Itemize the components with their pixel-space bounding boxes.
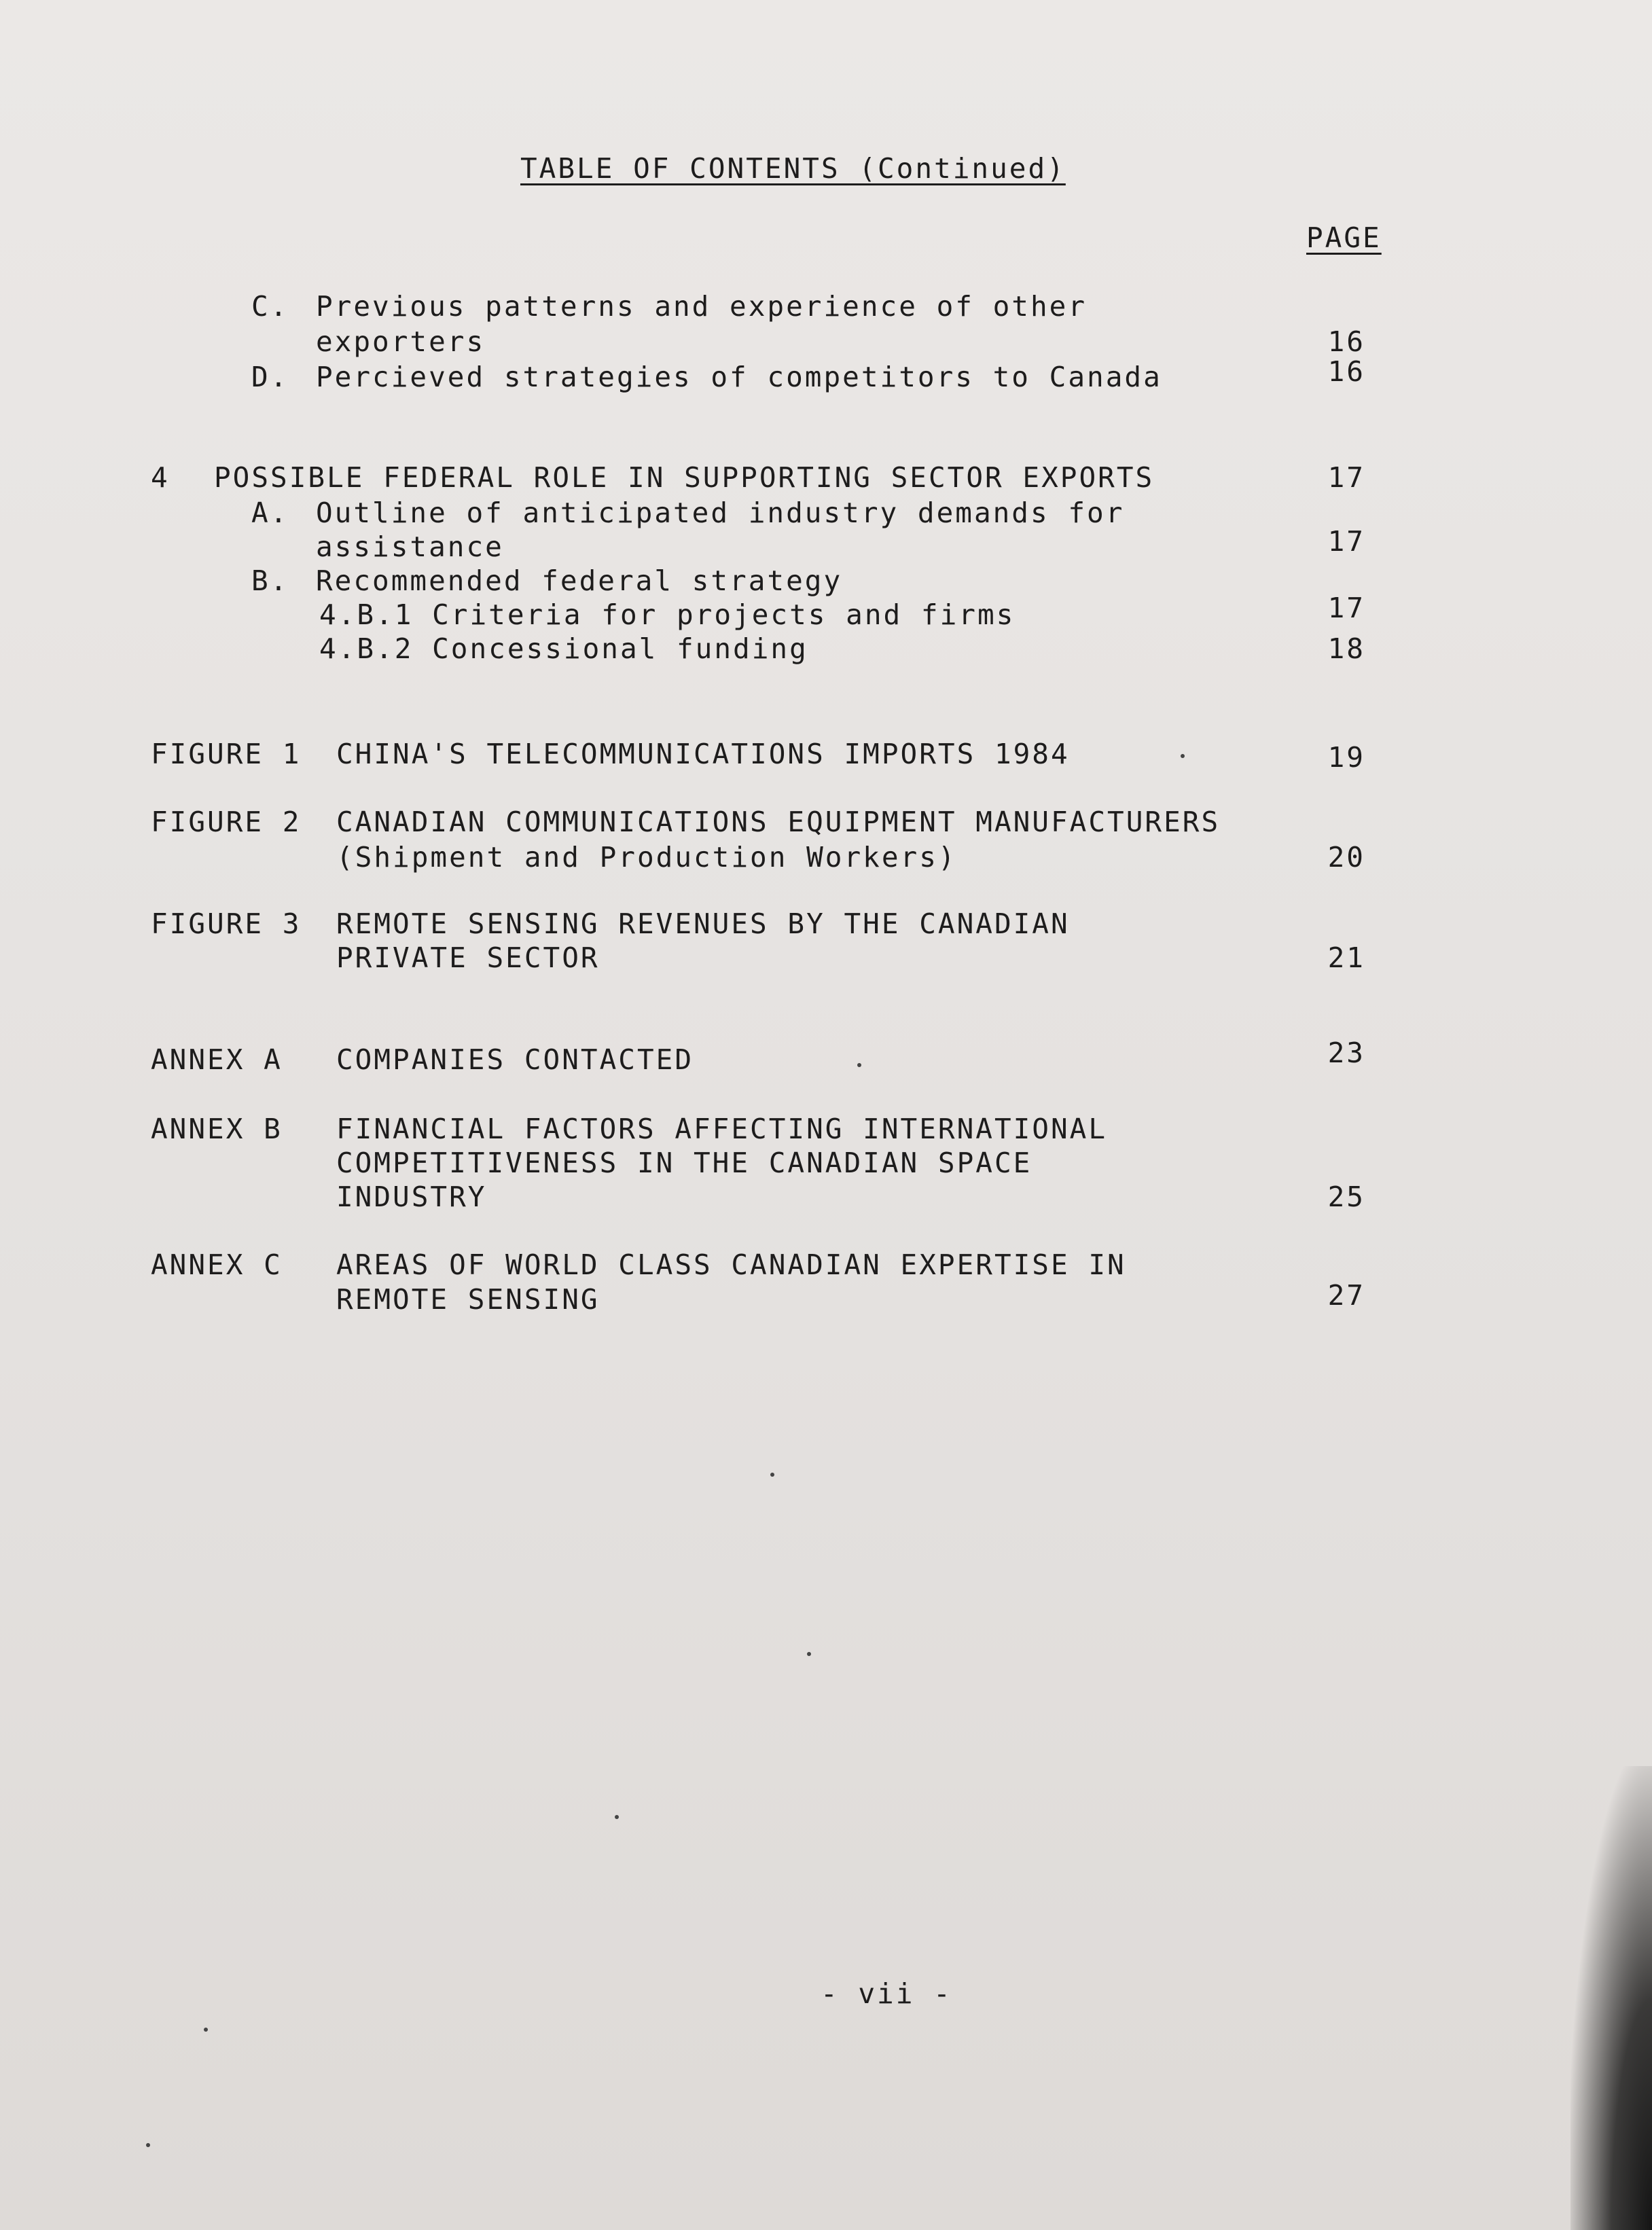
figure-2-line1: CANADIAN COMMUNICATIONS EQUIPMENT MANUFACTURERS bbox=[336, 806, 1221, 838]
annex-c-page: 27 bbox=[1327, 1279, 1365, 1312]
figure-2-page: 20 bbox=[1327, 841, 1365, 874]
figure-1-title: CHINA'S TELECOMMUNICATIONS IMPORTS 1984 bbox=[336, 738, 1070, 770]
figure-2-marker: FIGURE 2 bbox=[151, 806, 302, 838]
entry-c-line2: exporters bbox=[316, 325, 486, 358]
entry-4a-page: 17 bbox=[1327, 525, 1365, 558]
figure-2-line2: (Shipment and Production Workers) bbox=[336, 841, 957, 874]
figure-3-line2: PRIVATE SECTOR bbox=[336, 941, 600, 974]
entry-4a-line1: Outline of anticipated industry demands for bbox=[316, 497, 1125, 529]
section-4-marker: 4 bbox=[151, 461, 170, 494]
figure-1-page: 19 bbox=[1327, 741, 1365, 774]
entry-c-marker: C. bbox=[251, 290, 289, 323]
figure-3-page: 21 bbox=[1327, 941, 1365, 974]
annex-b-line1: FINANCIAL FACTORS AFFECTING INTERNATIONAL bbox=[336, 1113, 1108, 1145]
entry-4b-marker: B. bbox=[251, 564, 289, 597]
entry-c-page: 16 bbox=[1327, 325, 1365, 358]
stray-mark bbox=[1181, 754, 1185, 758]
page-footer-number: - vii - bbox=[821, 1977, 952, 2010]
show-through-text bbox=[149, 136, 1508, 2038]
entry-4b2-page: 18 bbox=[1327, 632, 1365, 665]
stray-mark bbox=[146, 2143, 150, 2147]
entry-4b-line1: Recommended federal strategy bbox=[316, 564, 843, 597]
entry-4b2-line1: 4.B.2 Concessional funding bbox=[319, 632, 808, 665]
entry-c-line1: Previous patterns and experience of other bbox=[316, 290, 1088, 323]
annex-b-line2: COMPETITIVENESS IN THE CANADIAN SPACE bbox=[336, 1147, 1032, 1179]
entry-4a-line2: assistance bbox=[316, 530, 504, 563]
entry-d-line1: Percieved strategies of competitors to Canada bbox=[316, 361, 1162, 393]
figure-3-marker: FIGURE 3 bbox=[151, 907, 302, 940]
entry-4b1-page: 17 bbox=[1327, 592, 1365, 624]
stray-mark bbox=[770, 1473, 774, 1477]
stray-mark bbox=[204, 2028, 208, 2032]
annex-b-marker: ANNEX B bbox=[151, 1113, 283, 1145]
section-4-title: POSSIBLE FEDERAL ROLE IN SUPPORTING SECTOR EXPORTS bbox=[214, 461, 1155, 494]
annex-c-line1: AREAS OF WORLD CLASS CANADIAN EXPERTISE IN bbox=[336, 1248, 1126, 1281]
toc-title: TABLE OF CONTENTS (Continued) bbox=[520, 152, 1066, 185]
annex-c-line2: REMOTE SENSING bbox=[336, 1283, 600, 1316]
annex-b-line3: INDUSTRY bbox=[336, 1181, 487, 1213]
annex-a-page: 23 bbox=[1327, 1037, 1365, 1069]
figure-3-line1: REMOTE SENSING REVENUES BY THE CANADIAN bbox=[336, 907, 1070, 940]
stray-mark bbox=[857, 1063, 861, 1067]
annex-a-title: COMPANIES CONTACTED bbox=[336, 1043, 694, 1076]
annex-c-marker: ANNEX C bbox=[151, 1248, 283, 1281]
stray-mark bbox=[615, 1815, 619, 1819]
annex-b-page: 25 bbox=[1327, 1181, 1365, 1213]
stray-mark bbox=[807, 1652, 811, 1656]
page-corner-shadow bbox=[1570, 1766, 1652, 2230]
entry-d-marker: D. bbox=[251, 361, 289, 393]
entry-4b1-line1: 4.B.1 Criteria for projects and firms bbox=[319, 598, 1016, 631]
entry-d-page: 16 bbox=[1327, 355, 1365, 388]
page-column-header: PAGE bbox=[1306, 221, 1382, 254]
section-4-page: 17 bbox=[1327, 461, 1365, 494]
entry-4a-marker: A. bbox=[251, 497, 289, 529]
figure-1-marker: FIGURE 1 bbox=[151, 738, 302, 770]
annex-a-marker: ANNEX A bbox=[151, 1043, 283, 1076]
